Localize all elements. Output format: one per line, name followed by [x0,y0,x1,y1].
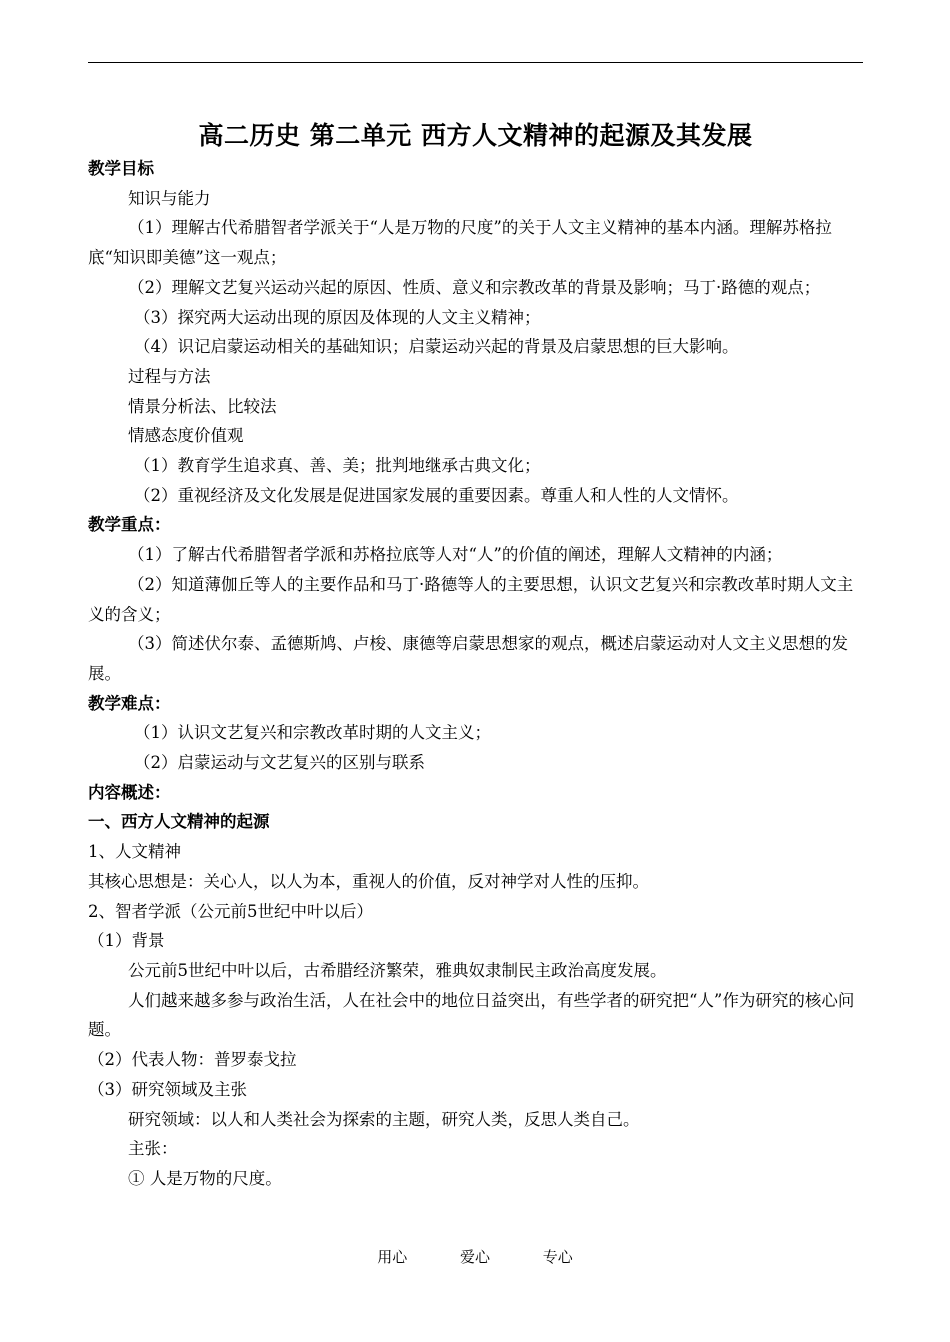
section-heading-overview: 内容概述： [88,782,171,802]
paragraph: 1、人文精神 [88,842,181,862]
paragraph: （2）启蒙运动与文艺复兴的区别与联系 [134,753,425,773]
paragraph: （1）理解古代希腊智者学派关于“人是万物的尺度”的关于人文主义精神的基本内涵。理解苏格拉底“知识即美德”这一观点； [88,218,832,268]
paragraph: （4）识记启蒙运动相关的基础知识；启蒙运动兴起的背景及启蒙思想的巨大影响。 [134,337,739,357]
paragraph: （3）简述伏尔泰、孟德斯鸠、卢梭、康德等启蒙思想家的观点，概述启蒙运动对人文主义思想的发展。 [88,634,848,683]
paragraph: 其核心思想是：关心人，以人为本，重视人的价值，反对神学对人性的压抑。 [88,871,649,891]
document-title: 高二历史 第二单元 西方人文精神的起源及其发展 [198,121,753,150]
paragraph: 情景分析法、比较法 [128,396,277,416]
subheading-process: 过程与方法 [128,366,211,386]
paragraph: 2、智者学派（公元前5世纪中叶以后） [88,901,373,921]
footer-text: 专心 [542,1248,573,1266]
paragraph: （2）知道薄伽丘等人的主要作品和马丁·路德等人的主要思想，认识文艺复兴和宗教改革时期人文主义的含义； [88,574,854,624]
section-heading-difficulties: 教学难点： [88,693,171,713]
paragraph: （3）探究两大运动出现的原因及体现的人文主义精神； [134,307,541,327]
paragraph: 公元前5世纪中叶以后，古希腊经济繁荣，雅典奴隶制民主政治高度发展。 [128,960,667,980]
paragraph: （2）理解文艺复兴运动兴起的原因、性质、意义和宗教改革的背景及影响；马丁·路德的观点； [128,277,821,297]
footer-text: 用心 [377,1248,408,1266]
footer-text: 爱心 [459,1248,490,1266]
section-heading-origin: 一、西方人文精神的起源 [88,812,270,832]
paragraph: （3）研究领域及主张 [88,1079,247,1099]
paragraph: ① 人是万物的尺度。 [128,1168,282,1188]
paragraph: （1）了解古代希腊智者学派和苏格拉底等人对“人”的价值的阐述，理解人文精神的内涵； [128,545,783,565]
paragraph: 人们越来越多参与政治生活，人在社会中的地位日益突出，有些学者的研究把“人”作为研究的核心问题。 [88,990,855,1040]
subheading-knowledge: 知识与能力 [128,188,211,208]
section-heading-key-points: 教学重点： [88,515,171,535]
document-page [88,118,863,1194]
document-body [88,154,863,1194]
paragraph: 研究领域：以人和人类社会为探索的主题，研究人类，反思人类自己。 [128,1109,640,1129]
section-heading-objectives: 教学目标 [88,159,154,178]
paragraph: 主张： [128,1139,178,1159]
page-footer [0,1246,950,1267]
paragraph: （1）背景 [88,931,165,951]
paragraph: （2）重视经济及文化发展是促进国家发展的重要因素。尊重人和人性的人文情怀。 [134,485,739,505]
header-rule [88,62,863,63]
paragraph: （1）认识文艺复兴和宗教改革时期的人文主义； [134,723,491,743]
subheading-attitude: 情感态度价值观 [128,426,244,446]
paragraph: （2）代表人物：普罗泰戈拉 [88,1050,297,1070]
paragraph: （1）教育学生追求真、善、美；批判地继承古典文化； [134,456,541,476]
